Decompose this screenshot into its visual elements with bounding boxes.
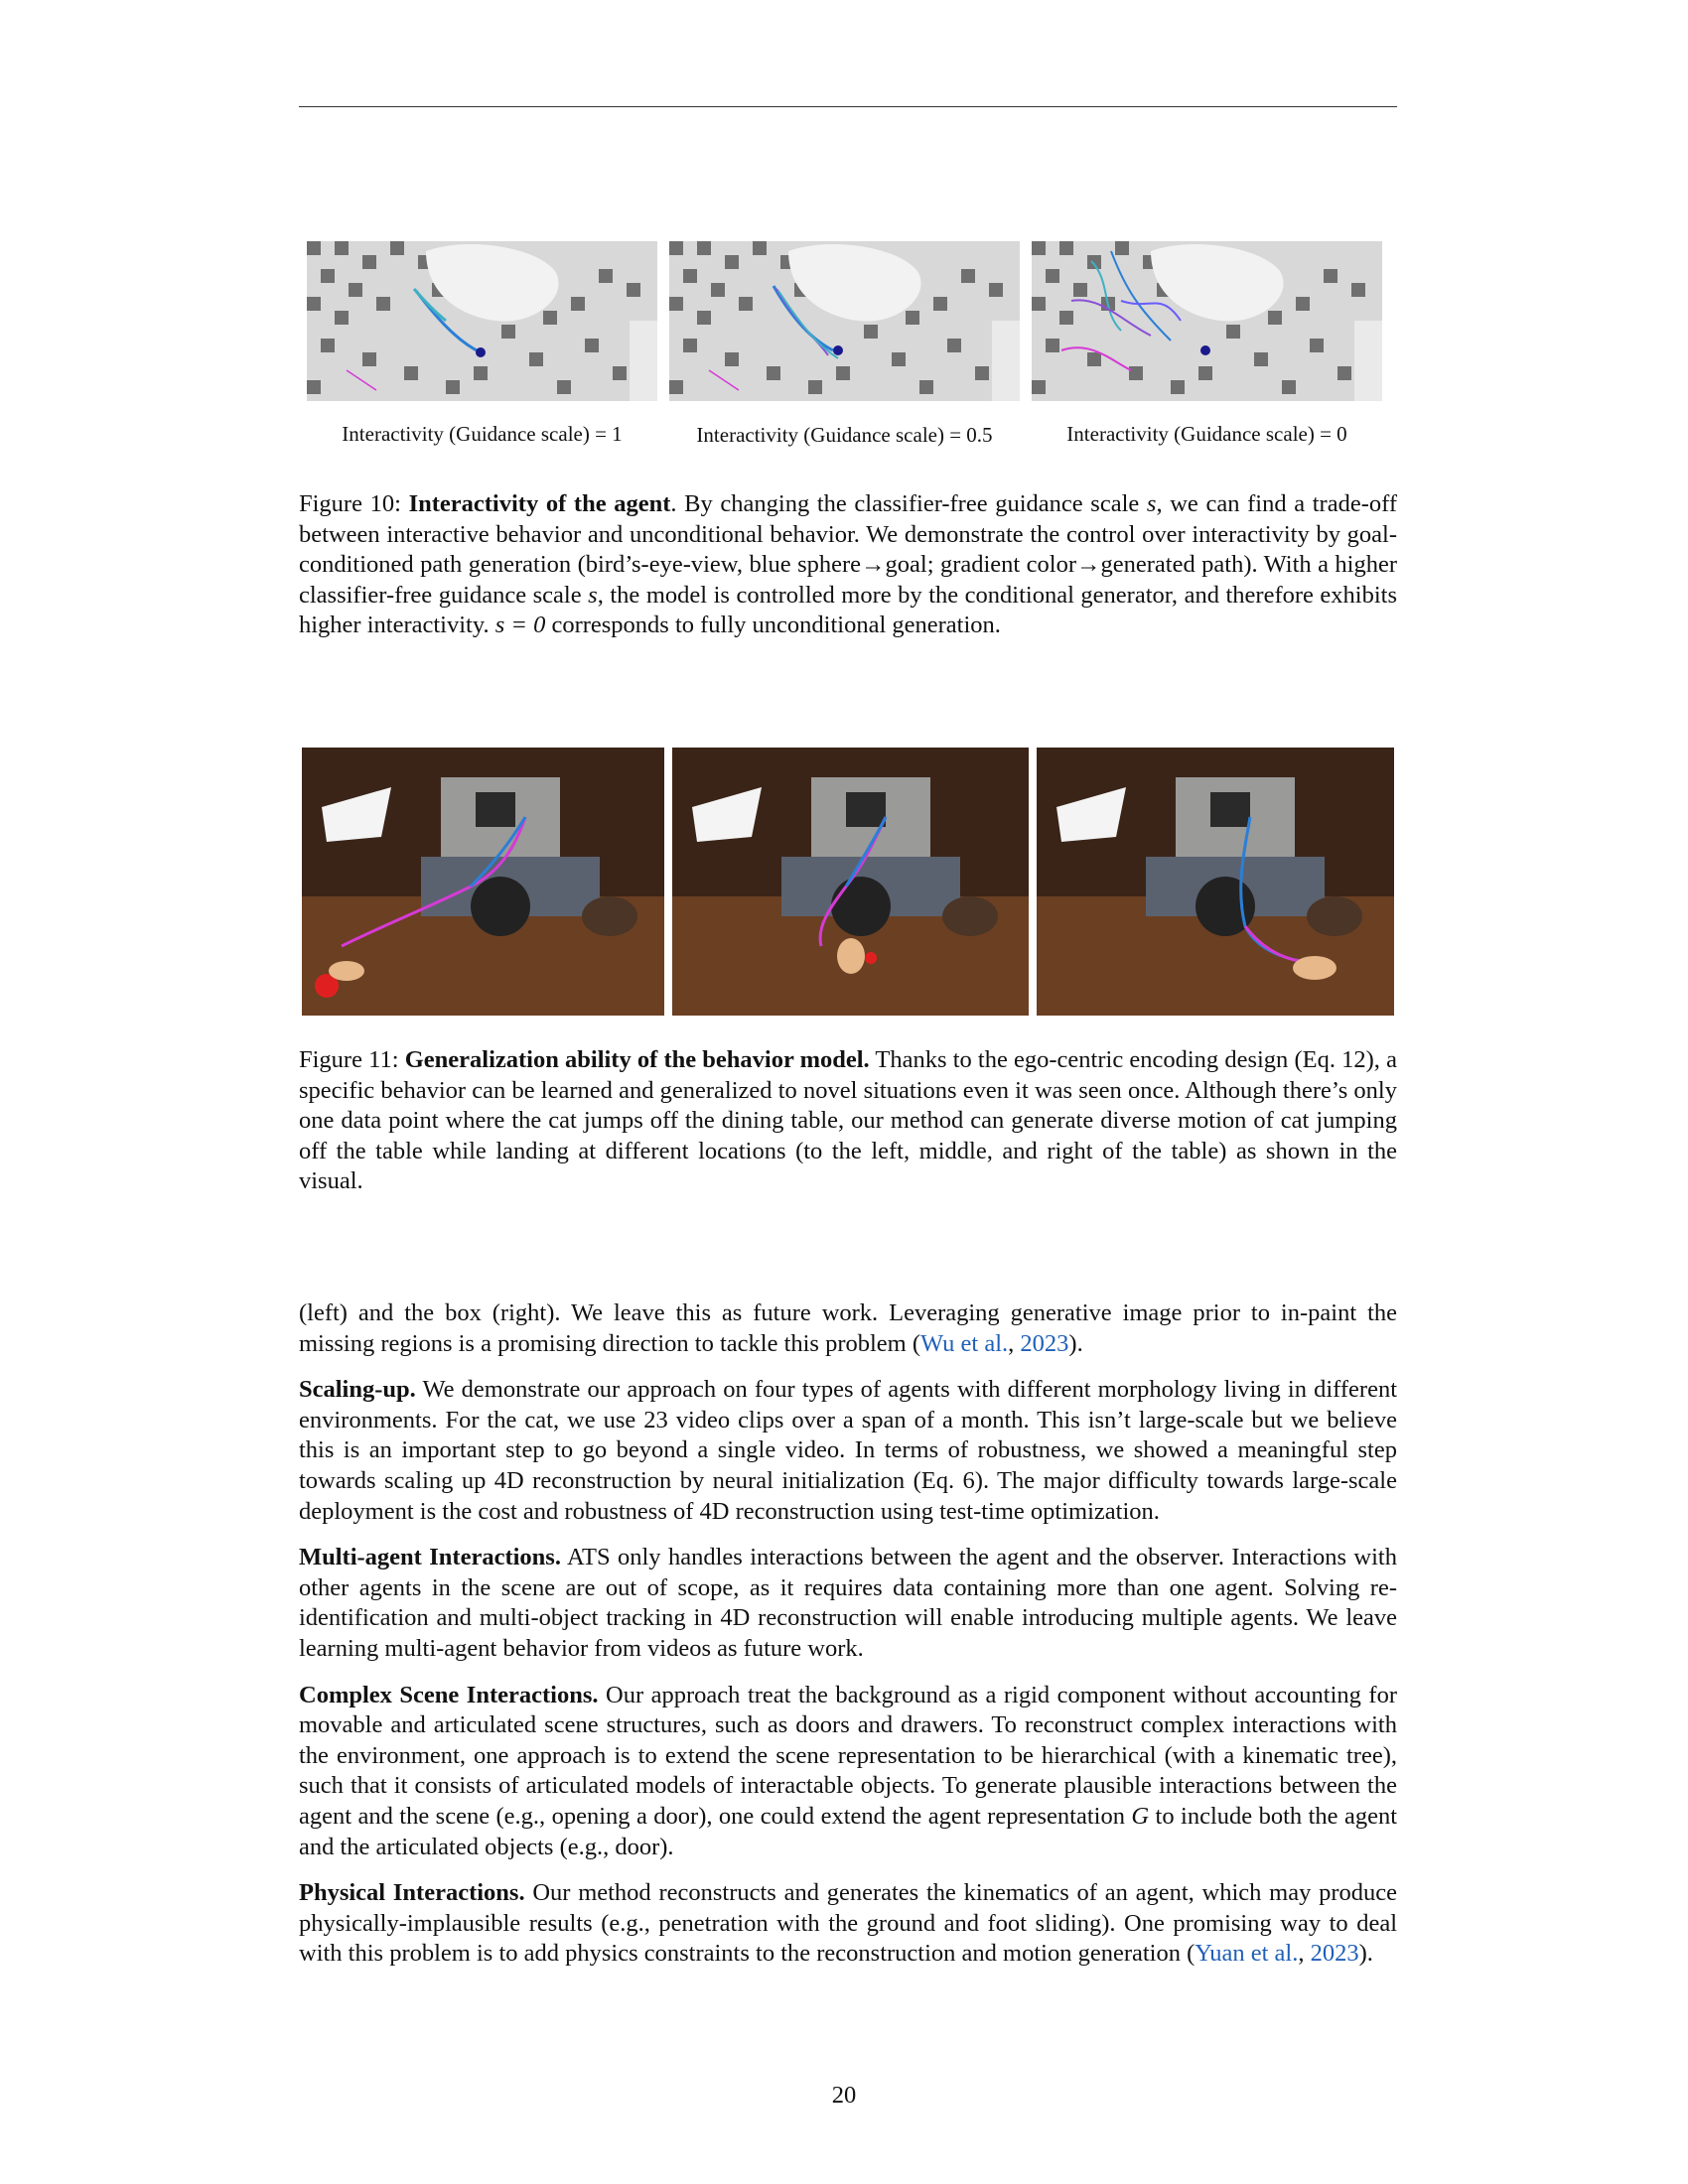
fig10-caption-symbol-s2: s bbox=[588, 581, 598, 609]
paragraph-multi-agent bbox=[299, 1543, 1397, 1664]
fig10-caption-part1: . By changing the classifier-free guidance scale bbox=[670, 490, 1147, 517]
complex-scene-text: Our approach treat the background as a rigid component without accounting for movable and articulated scene structures, such as doors and drawers. To reconstruct complex interactions with the environment, one approach is to extend the scene representation to be hierarchical (with a kinematic tree), such that it consists of articulated models of interactable objects. To generate plausible interactions between the agent and the scene (e.g., opening a door), one could extend the agent representation bbox=[299, 1681, 1398, 1830]
scaling-up-text: We demonstrate our approach on four types of agents with different morphology living in different environments. For the cat, we use 23 video clips over a span of a month. This isn’t large-scale but we believe this is an important step to go beyond a single video. In terms of robustness, we showed a meaningful step towards scaling up 4D reconstruction by neural initialization (Eq. 6). The major difficulty towards large-scale deployment is the cost and robustness of 4D reconstruction using test-time optimization. bbox=[299, 1376, 1397, 1525]
body-text bbox=[299, 1298, 1397, 1985]
fig11-caption-title: Generalization ability of the behavior model. bbox=[404, 1046, 870, 1073]
citation-yuan-year[interactable]: 2023 bbox=[1310, 1940, 1359, 1968]
physical-end: ). bbox=[1358, 1940, 1373, 1968]
physical-text: Our method reconstructs and generates the kinematics of an agent, which may produce physically-implausible results (e.g., penetration with the ground and foot sliding). One promising way to deal with this problem is to add physics constraints to the reconstruction and motion generation ( bbox=[299, 1879, 1398, 1968]
citation-separator-2: , bbox=[1298, 1940, 1311, 1968]
fig10-caption-part4: corresponds to fully unconditional generation. bbox=[545, 612, 1001, 639]
physical-heading: Physical Interactions. bbox=[299, 1879, 525, 1907]
fig10-panel-1 bbox=[307, 241, 657, 401]
page-number: 20 bbox=[831, 2082, 857, 2109]
paragraph-physical bbox=[299, 1878, 1397, 1970]
fig11-caption bbox=[299, 1045, 1397, 1197]
paragraph-scaling-up bbox=[299, 1375, 1397, 1527]
fig10-label-2: Interactivity (Guidance scale) = 0.5 bbox=[696, 423, 993, 447]
scaling-up-heading: Scaling-up. bbox=[299, 1376, 416, 1404]
fig10-caption-part3: , the model is controlled more by the conditional generator, and therefore exhibits higher interactivity. bbox=[299, 581, 1398, 639]
fig11-photo-right bbox=[1037, 748, 1394, 1016]
complex-scene-symbol-g: G bbox=[1131, 1802, 1150, 1830]
complex-scene-end: to include both the agent and the articulated objects (e.g., door). bbox=[299, 1802, 1398, 1860]
multi-agent-text: ATS only handles interactions between the agent and the observer. Interactions with other agents in the scene are out of scope, as it requires data containing more than one agent. Solving re-identification and multi-object tracking in 4D reconstruction will enable introducing multiple agents. We leave learning multi-agent behavior from videos as future work. bbox=[299, 1544, 1397, 1662]
paragraph-inpaint-text: (left) and the box (right). We leave this as future work. Leveraging generative image prior to in-paint the missing regions is a promising direction to tackle this problem ( bbox=[299, 1299, 1397, 1357]
paragraph-inpaint-end: ). bbox=[1068, 1329, 1083, 1357]
header-rule bbox=[299, 106, 1397, 107]
citation-wu-author[interactable]: Wu et al. bbox=[920, 1329, 1009, 1357]
fig11-photo-left bbox=[302, 748, 664, 1016]
fig10-caption bbox=[299, 489, 1397, 641]
fig10-caption-symbol-s3: s = 0 bbox=[494, 612, 546, 639]
fig10-caption-prefix: Figure 10: bbox=[299, 490, 409, 517]
complex-scene-heading: Complex Scene Interactions. bbox=[299, 1681, 599, 1708]
fig10-label-3: Interactivity (Guidance scale) = 0 bbox=[1066, 422, 1347, 446]
fig11-caption-body: Thanks to the ego-centric encoding design (Eq. 12), a specific behavior can be learned and generalized to novel situations even it was seen once. Although there’s only one data point where the cat jumps off the dining table, our method can generate diverse motion of cat jumping off the table while landing at different locations (to the left, middle, and right of the table) as shown in the visual. bbox=[299, 1046, 1397, 1195]
citation-yuan-author[interactable]: Yuan et al. bbox=[1195, 1940, 1299, 1968]
fig11-caption-prefix: Figure 11: bbox=[299, 1046, 405, 1073]
fig10-panel-3 bbox=[1032, 241, 1382, 401]
fig10-caption-part2: , we can find a trade-off between interactive behavior and unconditional behavior. We demonstrate the control over interactivity by goal-conditioned path generation (bird’s-eye-view, blue sphere→goal; gradient color→generated path). With a higher classifier-free guidance scale bbox=[299, 490, 1397, 609]
paragraph-inpaint bbox=[299, 1298, 1397, 1359]
fig11-photo-middle bbox=[672, 748, 1029, 1016]
paragraph-complex-scene bbox=[299, 1681, 1397, 1863]
multi-agent-heading: Multi-agent Interactions. bbox=[299, 1544, 561, 1571]
fig10-caption-title: Interactivity of the agent bbox=[408, 490, 671, 517]
fig10-panel-2 bbox=[669, 241, 1020, 401]
fig10-caption-symbol-s1: s bbox=[1146, 490, 1157, 517]
fig10-label-1: Interactivity (Guidance scale) = 1 bbox=[342, 422, 623, 446]
citation-wu-year[interactable]: 2023 bbox=[1020, 1329, 1069, 1357]
citation-separator: , bbox=[1008, 1329, 1021, 1357]
